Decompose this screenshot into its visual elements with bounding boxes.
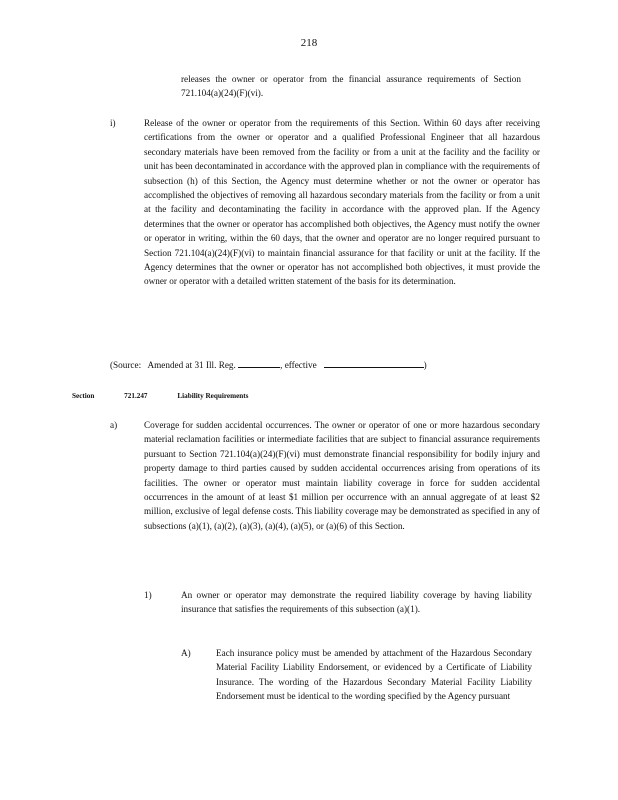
section-number: 721.247	[124, 392, 148, 400]
item-i-label: i)	[110, 118, 116, 128]
item-i-text: Release of the owner or operator from the requirements of this Section. Within 60 days after receiving certifications from the owner or operator and a qualified Professional Engineer that all hazardous secondary materials have been removed from the facility or from a unit at the facility and the facility or unit has been decontaminated in accordance with the approved plan in compliance with the requirements of subsection (h) of this Section, the Agency must determine whether or not the owner or operator has accomplished the objectives of removing all hazardous secondary materials from the facility or from a unit at the facility and decontaminating the facility in accordance with the approved plan. If the Agency determines that the owner or operator has accomplished both objectives, the Agency must notify the owner or operator in writing, within the 60 days, that the owner and operator are no longer required pursuant to Section 721.104(a)(24)(F)(vi) to maintain financial assurance for that facility or unit at the facility. If the Agency determines that the owner or operator has not accomplished both objectives, it must provide the owner or operator with a detailed written statement of the basis for its determination.	[144, 118, 540, 287]
item-A-text: Each insurance policy must be amended by attachment of the Hazardous Secondary Material Facility Liability Endorsement, or evidenced by a Certificate of Liability Insurance. The wording of the Hazardous Secondary Material Facility Liability Endorsement must be identical to the wording specified by the Agency pursuant	[216, 648, 532, 702]
item-A-label: A)	[181, 648, 191, 658]
source-amended: Amended at 31 Ill. Reg.	[147, 360, 236, 370]
item-a-text: Coverage for sudden accidental occurrences. The owner or operator of one or more hazardous secondary material reclamation facilities or intermediate facilities that are subject to financial assurance requirements pursuant to Section 721.104(a)(24)(F)(vi) must demonstrate financial responsibility for bodily injury and property damage to third parties caused by sudden accidental occurrences arising from operations of its facilities. The owner or operator must maintain liability coverage in force for sudden accidental occurrences in the amount of at least $1 million per occurrence with an annual aggregate of at least $2 million, exclusive of legal defense costs. This liability coverage may be demonstrated as specified in any of subsections (a)(1), (a)(2), (a)(3), (a)(4), (a)(5), or (a)(6) of this Section.	[144, 420, 540, 531]
effective-date-blank	[324, 358, 424, 368]
source-prefix: (Source:	[110, 360, 142, 370]
section-word: Section	[72, 392, 95, 400]
section-title: Liability Requirements	[177, 392, 249, 400]
item-1-text: An owner or operator may demonstrate the required liability coverage by having liability insurance that satisfies the requirements of this subsection (a)(1).	[181, 590, 532, 615]
item-a-label: a)	[110, 420, 118, 430]
source-effective: , effective	[280, 360, 317, 370]
continuation-paragraph: releases the owner or operator from the financial assurance requirements of Section 721.104(a)(24)(F)(vi).	[181, 74, 521, 99]
section-heading	[72, 389, 276, 403]
source-note	[110, 358, 427, 372]
page-number: 218	[300, 37, 318, 49]
reg-blank	[238, 358, 280, 368]
source-suffix: )	[423, 360, 427, 370]
item-1-label: 1)	[144, 590, 152, 600]
